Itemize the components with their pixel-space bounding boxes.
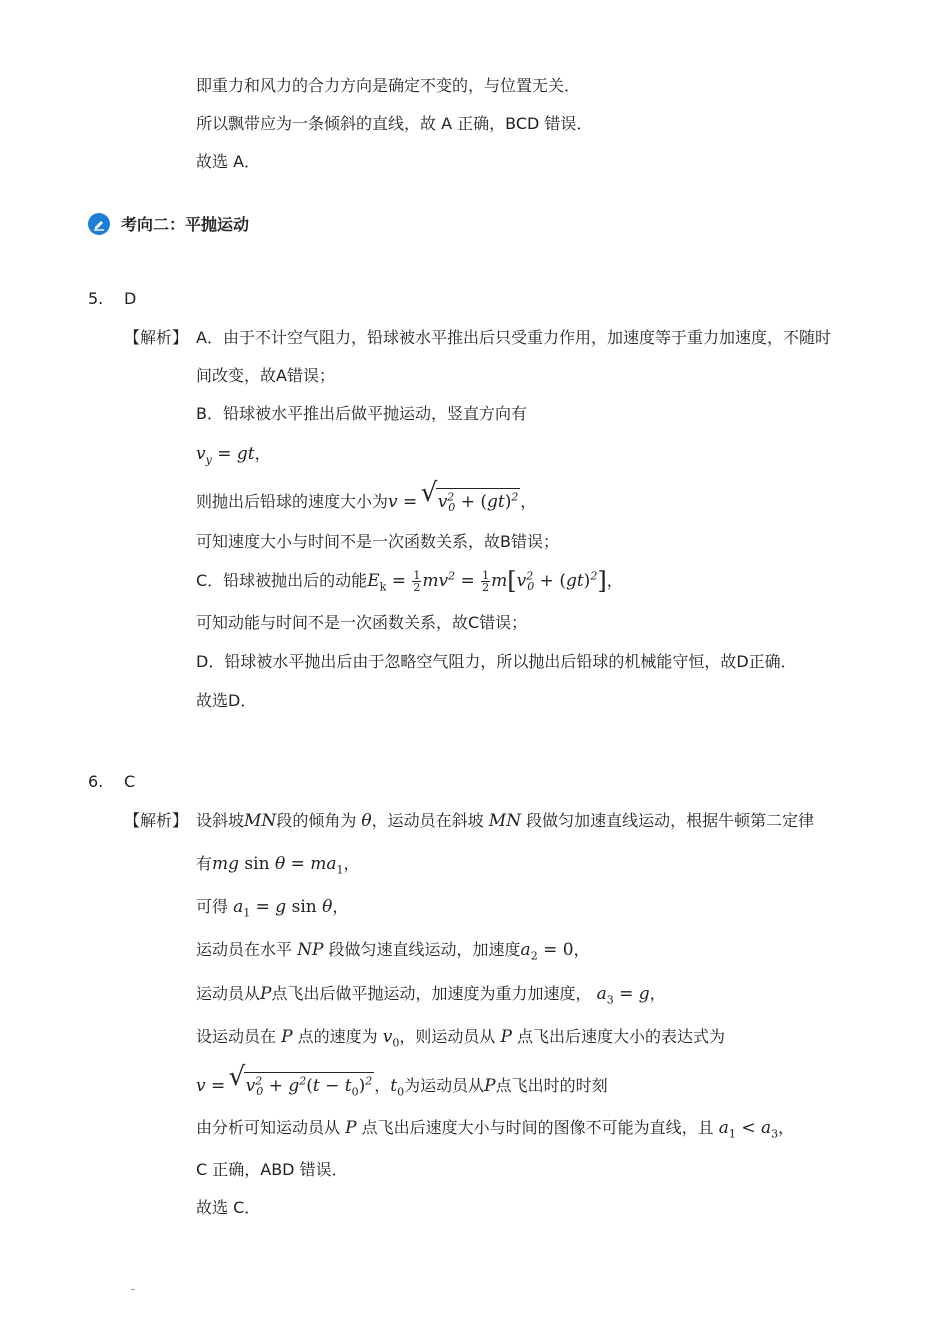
page-footer-mark (131, 1289, 135, 1290)
q6-line-7: v = √ $v^2_0 + g^2(t - t_0)^2$ ，$t_0$为运动员从P点飞出时的时刻 (196, 1072, 608, 1097)
q5-energy-line: C．铅球被抛出后的动能$E_k$ = $\frac{1}{2}$ $mv^2$ = $\frac{1}{2}$ $m[v^2_0 + (gt)^2]$， (196, 567, 623, 595)
q5-c-conclusion: 可知动能与时间不是一次函数关系，故C错误； (196, 613, 528, 632)
q5-b-conclusion: 可知速度大小与时间不是一次函数关系，故B错误； (196, 532, 559, 551)
q6-line-2: 有mg $\sin \theta = ma_1$， (196, 854, 360, 877)
q5-choose: 故选D． (196, 691, 257, 710)
prev-line-2: 所以飘带应为一条倾斜的直线，故 A 正确，BCD 错误． (196, 114, 593, 133)
q5-vy-formula: $v_y$ = gt， (196, 444, 271, 467)
q6-line-4: 运动员在水平 NP 段做匀速直线运动，加速度$a_2 = 0$， (196, 940, 590, 963)
q6-answer: C (124, 772, 136, 791)
q5-d-line: D．铅球被水平抛出后由于忽略空气阻力，所以抛出后铅球的机械能守恒，故D正确． (196, 652, 797, 671)
q5-number: 5. (88, 289, 104, 308)
q6-choose: 故选 C． (196, 1198, 261, 1217)
q6-line-3: 可得 $a_1 = g$ sin θ， (196, 897, 349, 920)
q6-line-1: 设斜坡MN段的倾角为 θ，运动员在斜坡 MN 段做匀加速直线运动，根据牛顿第二定律 (196, 811, 815, 831)
q6-line-5: 运动员从P点飞出后做平抛运动，加速度为重力加速度， $a_3 = g$， (196, 984, 666, 1007)
q5-a-line-1: A．由于不计空气阻力，铅球被水平推出后只受重力作用，加速度等于重力加速度，不随时 (196, 328, 831, 347)
q6-line-6: 设运动员在 P 点的速度为 $v_0$，则运动员从 P 点飞出后速度大小的表达式为 (196, 1027, 726, 1050)
q5-tag: 【解析】 (124, 328, 189, 347)
prev-line-1: 即重力和风力的合力方向是确定不变的，与位置无关． (196, 76, 581, 95)
q5-a-line-2: 间改变，故A错误； (196, 366, 335, 385)
q5-b-line-1: B．铅球被水平推出后做平抛运动，竖直方向有 (196, 404, 527, 423)
section-title: 考向二：平抛运动 (121, 215, 250, 234)
prev-line-3: 故选 A． (196, 152, 261, 171)
pencil-icon (88, 213, 110, 235)
q6-line-8: 由分析可知运动员从 P 点飞出后速度大小与时间的图像不可能为直线，且 $a_1 < a_3$， (196, 1118, 795, 1141)
q5-speed-line: 则抛出后铅球的速度大小为v = √ $v^2_0 + (gt)^2$ ， (196, 488, 536, 513)
q6-number: 6. (88, 772, 104, 791)
q5-answer: D (124, 289, 137, 308)
q6-tag: 【解析】 (124, 811, 189, 830)
q6-line-9: C 正确，ABD 错误． (196, 1160, 348, 1179)
